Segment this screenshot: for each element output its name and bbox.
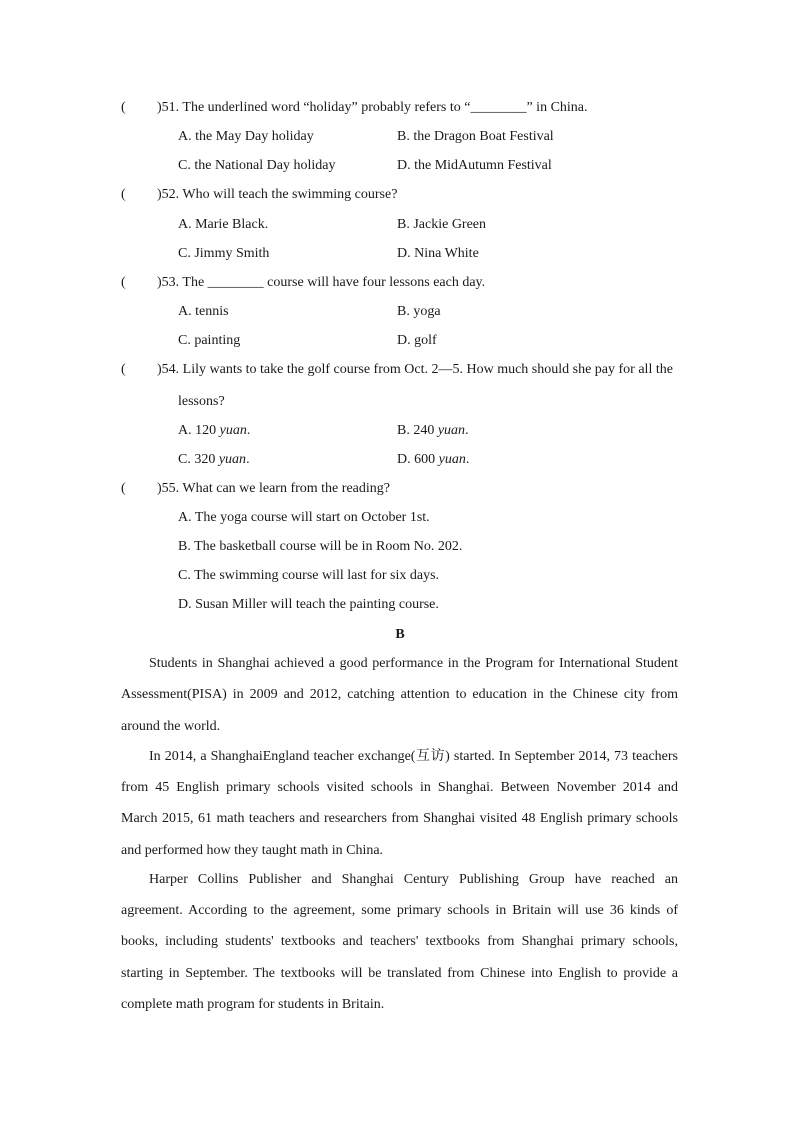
q51-paren: (: [121, 100, 126, 115]
q54-option-d: D. 600 yuan.: [397, 452, 470, 467]
q54-paren: (: [121, 362, 126, 377]
q55-option-d: D. Susan Miller will teach the painting course.: [178, 597, 439, 612]
q52-option-d: D. Nina White: [397, 246, 479, 261]
q55-option-a: A. The yoga course will start on October 1st.: [178, 510, 430, 525]
q52-option-a: A. Marie Black.: [178, 217, 269, 232]
q51-option-b: B. the Dragon Boat Festival: [397, 129, 554, 144]
q52-text: )52. Who will teach the swimming course?: [157, 187, 398, 202]
q54-option-c: C. 320 yuan.: [178, 452, 250, 467]
q51-option-a: A. the May Day holiday: [178, 129, 314, 144]
q51-text: )51. The underlined word “holiday” probably refers to “________” in China.: [157, 100, 588, 115]
q53-paren: (: [121, 275, 126, 290]
q52-option-b: B. Jackie Green: [397, 217, 487, 232]
q52-option-c: C. Jimmy Smith: [178, 246, 270, 261]
q51-option-c: C. the National Day holiday: [178, 158, 336, 173]
section-b-heading: B: [395, 627, 405, 642]
q53-option-b: B. yoga: [397, 304, 441, 319]
paragraph-2-line-3: March 2015, 61 math teachers and researchers from Shanghai visited 48 English primary schools: [121, 811, 678, 826]
q53-option-d: D. golf: [397, 333, 437, 348]
paragraph-2-line-4: and performed how they taught math in China.: [121, 843, 384, 858]
paragraph-3-line-3: books, including students' textbooks and teachers' textbooks from Shanghai primary schools,: [121, 934, 678, 949]
paragraph-3-line-4: starting in September. The textbooks will be translated from Chinese into English to provide a: [121, 966, 678, 981]
paragraph-1-line-3: around the world.: [121, 719, 221, 734]
paragraph-3-line-5: complete math program for students in Britain.: [121, 997, 385, 1012]
paragraph-2-line-2: from 45 English primary schools visited schools in Shanghai. Between November 2014 and: [121, 780, 678, 795]
paragraph-1-line-2: Assessment(PISA) in 2009 and 2012, catching attention to education in the Chinese city from: [121, 687, 678, 702]
q55-paren: (: [121, 481, 126, 496]
paragraph-3-line-1: Harper Collins Publisher and Shanghai Century Publishing Group have reached an: [149, 872, 678, 887]
paragraph-2-line-1: In 2014, a ShanghaiEngland teacher exchange(互访) started. In September 2014, 73 teachers: [149, 749, 678, 764]
q55-option-b: B. The basketball course will be in Room No. 202.: [178, 539, 463, 554]
q53-option-c: C. painting: [178, 333, 241, 348]
q55-text: )55. What can we learn from the reading?: [157, 481, 390, 496]
q54-text: )54. Lily wants to take the golf course from Oct. 2—5. How much should she pay for all the: [157, 362, 673, 377]
q54-text-continued: lessons?: [178, 394, 225, 409]
q53-option-a: A. tennis: [178, 304, 229, 319]
q51-option-d: D. the MidAutumn Festival: [397, 158, 552, 173]
q54-option-a: A. 120 yuan.: [178, 423, 251, 438]
paragraph-3-line-2: agreement. According to the agreement, some primary schools in Britain will use 36 kinds of: [121, 903, 678, 918]
q52-paren: (: [121, 187, 126, 202]
paragraph-1-line-1: Students in Shanghai achieved a good performance in the Program for International Student: [149, 656, 678, 671]
q55-option-c: C. The swimming course will last for six days.: [178, 568, 440, 583]
q53-text: )53. The ________ course will have four lessons each day.: [157, 275, 486, 290]
q54-option-b: B. 240 yuan.: [397, 423, 469, 438]
